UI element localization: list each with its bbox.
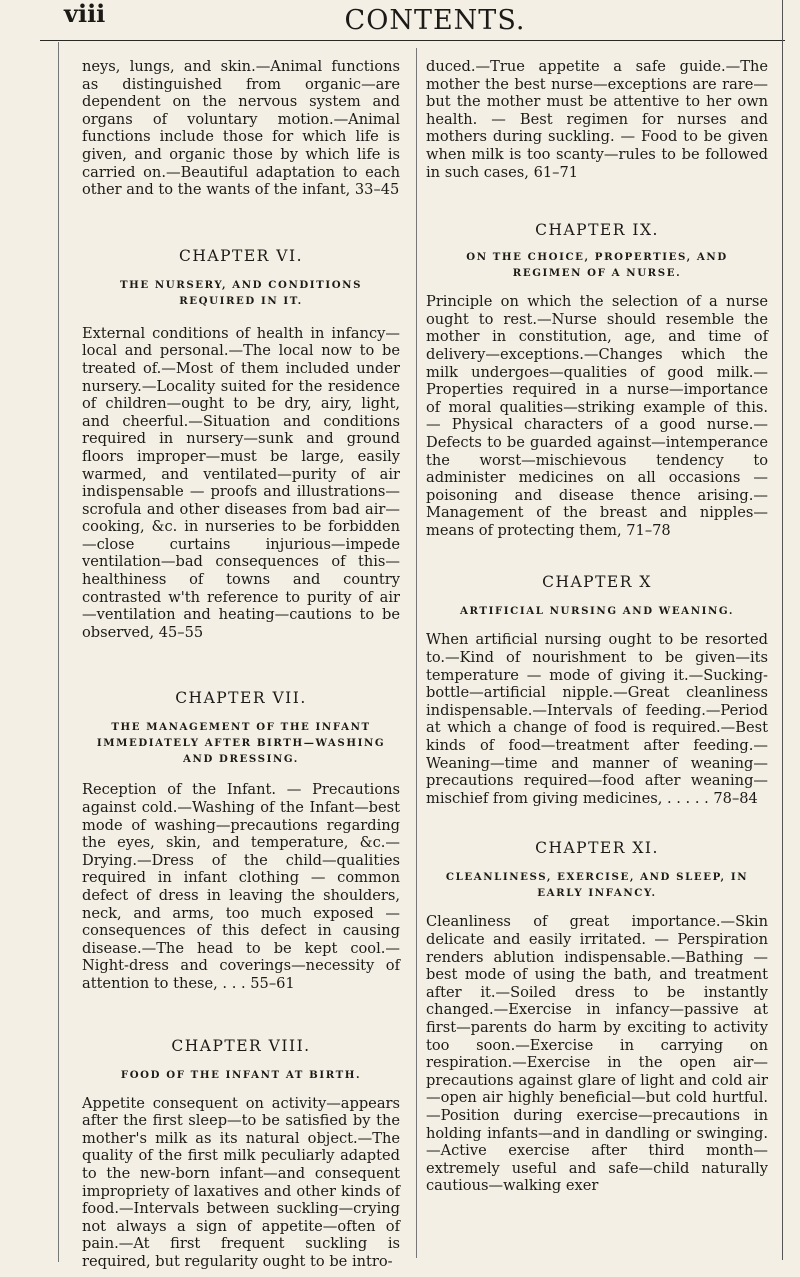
chapter-heading: CHAPTER XI. (535, 839, 659, 858)
summary-text: Reception of the Infant. — Precautions against cold.—Washing of the Infant—best mode of washing—precautions regarding the eyes, skin, and temperature, &c.—Drying.—Dress of the child—qualities required in infant clothing — common defect of dress in leaving the shoulders, neck, and arms, too much exposed —consequences of this defect in causing disease.—The head to be kept cool.—Night-dress and coverings—necessity of attention to these, (82, 781, 400, 992)
chapter-summary (82, 325, 400, 642)
chapter-subtitle: ARTIFICIAL NURSING AND WEANING. (460, 605, 734, 618)
page-range: 33–45 (354, 181, 400, 199)
continued-entry (426, 58, 768, 181)
entry-text: neys, lungs, and skin.—Animal functions as distinguished from organic—are dependent on the nervous system and organs of voluntary motion.—Animal functions include those for which life is given, and organic those by which life is carried on.—Beautiful adaptation to each other and to the wants of the infant, (82, 58, 400, 199)
header-rule (40, 40, 785, 41)
chapter-heading: CHAPTER VIII. (171, 1036, 311, 1055)
summary-text: When artificial nursing ought to be resorted to.—Kind of nourishment to be given—its temperature — mode of giving it.—Sucking-bottle—artificial nipple.—Great cleanliness indispensable.—Intervals of feeding.—Period at which a change of food is required.—Best kinds of food—treatment after feeding.—Weaning—time and manner of weaning—precautions required—food after weaning—mischief from giving medicines, (426, 631, 768, 807)
chapter-subtitle: CLEANLINESS, EXERCISE, AND SLEEP, IN EARLY INFANCY. (445, 871, 749, 900)
page-number: viii (64, 0, 106, 28)
right-column (426, 58, 768, 1195)
chapter-summary (82, 781, 400, 992)
chapter-summary: Appetite consequent on activity—appears after the first sleep—to be satisfied by the mother's milk as its natural object.—The quality of the first milk peculiarly adapted to the new-born infant—and consequent impropriety of laxatives and other kinds of food.—Intervals between suckling—crying not always a sign of appetite—often of pain.—At first frequent suckling is required, but regularity ought to be intro- (82, 1094, 400, 1270)
left-column (82, 58, 400, 1271)
entry-text: duced.—True appetite a safe guide.—The mother the best nurse—exceptions are rare—but the mother must be attentive to her own health. — Best regimen for nurses and mothers during suckling. — Food to be given when milk is too scanty—rules to be followed in such cases, (426, 58, 768, 181)
running-head-title: CONTENTS. (344, 5, 526, 36)
right-frame-line (782, 0, 783, 1260)
chapter-summary: Cleanliness of great importance.—Skin delicate and easily irritated. — Perspiration renders ablution indispensable.—Bathing —best mode of using the bath, and treatment after it.—Soiled dress to be instantly changed.—Exercise in infancy—passive at first—parents do harm by exciting to activity too soon.—Exercise in carrying on respiration.—Exercise in the open air—precautions against glare of light and cold air—open air highly beneficial—but cold hurtful.—Position during exercise—precautions in holding infants—and in dandling or swinging.—Active exercise after third month—extremely useful and safe—child naturally cautious—walking exer (426, 913, 768, 1195)
chapter-heading: CHAPTER IX. (535, 221, 659, 240)
chapter-summary (426, 631, 768, 807)
summary-text: Principle on which the selection of a nurse ought to rest.—Nurse should resemble the mother in constitution, age, and time of delivery—exceptions.—Changes which the milk undergoes—qualities of good milk.—Properties required in a nurse—importance of moral qualities—striking example of this. — Physical characters of a good nurse.—Defects to be guarded against—intemperance the worst—mischievous tendency to administer medicines on all occasions — poisoning and disease thence arising.—Management of the breast and nipples—means of protecting them, (426, 293, 768, 539)
column-divider (416, 48, 417, 1258)
dot-leader: . . . (222, 974, 246, 992)
page-range: 55–61 (250, 974, 295, 992)
left-frame-line (58, 42, 59, 1262)
chapter-subtitle: FOOD OF THE INFANT AT BIRTH. (120, 1068, 362, 1081)
page-range: 78–84 (713, 789, 758, 807)
continued-entry (82, 58, 400, 199)
summary-text: External conditions of health in infancy—local and personal.—The local now to be treated of.—Most of them included under nursery.—Locality suited for the residence of children—ought to be dry, airy, light, and cheerful.—Situation and conditions required in nursery—sunk and ground floors improper—must be large, easily warmed, and ventilated—purity of air indispensable — proofs and illustrations—scrofula and other diseases from bad air—cooking, &c. in nurseries to be forbidden—close curtains injurious—impede ventilation—bad consequences of this—healthiness of towns and country contrasted w'th reference to purity of air—ventilation and heating—cautions to be observed, (82, 324, 400, 641)
chapter-summary (426, 293, 768, 539)
chapter-subtitle: ON THE CHOICE, PROPERTIES, AND REGIMEN OF A NURSE. (466, 251, 728, 280)
page-range: 71–78 (626, 521, 671, 539)
chapter-heading: CHAPTER VI. (179, 246, 303, 265)
chapter-subtitle: THE NURSERY, AND CONDITIONS REQUIRED IN IT. (119, 278, 363, 307)
chapter-subtitle: THE MANAGEMENT OF THE INFANT IMMEDIATELY AFTER BIRTH—WASHING AND DRESSING. (96, 721, 386, 766)
page-range: 61–71 (533, 163, 579, 181)
page-range: 45–55 (158, 623, 204, 641)
chapter-heading: CHAPTER X (542, 573, 652, 592)
dot-leader: . . . . . (666, 789, 709, 807)
chapter-heading: CHAPTER VII. (175, 689, 307, 708)
